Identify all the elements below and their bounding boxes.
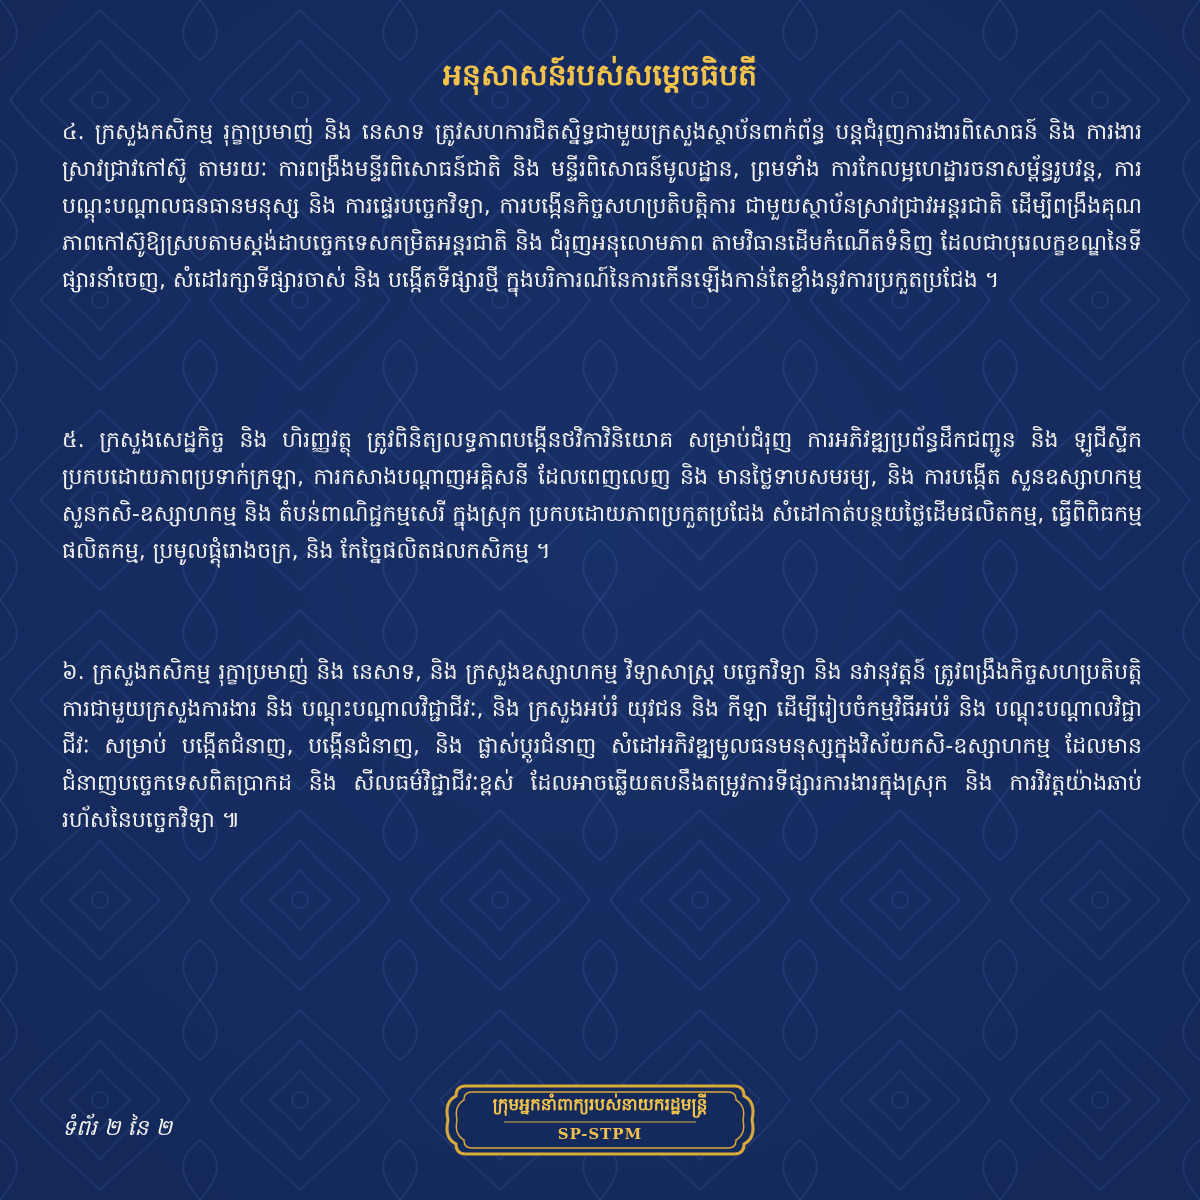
item-number: ៥. bbox=[62, 428, 85, 453]
badge-title: ក្រុមអ្នកនាំពាក្យរបស់នាយករដ្ឋមន្ត្រី bbox=[492, 1095, 708, 1115]
recommendation-4 bbox=[62, 114, 1142, 299]
spokesperson-badge bbox=[444, 1082, 756, 1158]
badge-subtitle: SP-STPM bbox=[557, 1125, 643, 1143]
item-number: ៤. bbox=[62, 120, 85, 145]
item-text: ក្រសួងសេដ្ឋកិច្ច និង ហិរញ្ញវត្ថុ ត្រូវពិនិត្យលទ្ធភាពបង្កើនថវិកាវិនិយោគ សម្រាប់ជំរុញ ការអភិវឌ្ឍប្រព័ន្ធដឹកជញ្ជូន និង ឡូជីស្ទីក ប្រកបដោយភាពប្រទាក់ក្រឡា, ការកសាងបណ្តាញអគ្គិសនី ដែលពេញលេញ និង មានថ្លៃទាបសមរម្យ, និង ការបង្កើត សួនឧស្សាហកម្ម សួនកសិ-ឧស្សាហកម្ម និង តំបន់ពាណិជ្ជកម្មសេរី ក្នុងស្រុក ប្រកបដោយភាពប្រកួតប្រជែង សំដៅកាត់បន្ថយថ្លៃដើមផលិតកម្ម, ធ្វើពិពិធកម្មផលិតកម្ម, ប្រមូលផ្តុំរោងចក្រ, និង កែច្នៃផលិតផលកសិកម្ម ។ bbox=[62, 428, 1142, 564]
item-number: ៦. bbox=[62, 660, 85, 685]
page-indicator: ទំព័រ ២ នៃ ២ bbox=[62, 1116, 173, 1141]
item-text: ក្រសួងកសិកម្ម រុក្ខាប្រមាញ់ និង នេសាទ, និង ក្រសួងឧស្សាហកម្ម វិទ្យាសាស្ត្រ បច្ចេកវិទ្យា និង នវានុវត្តន៍ ត្រូវពង្រឹងកិច្ចសហប្រតិបត្តិការជាមួយក្រសួងការងារ និង បណ្តុះបណ្តាលវិជ្ជាជីវៈ, និង ក្រសួងអប់រំ យុវជន និង កីឡា ដើម្បីរៀបចំកម្មវិធីអប់រំ និង បណ្តុះបណ្តាលវិជ្ជាជីវៈ សម្រាប់ បង្កើតជំនាញ, បង្កើនជំនាញ, និង ផ្លាស់ប្តូរជំនាញ សំដៅអភិវឌ្ឍមូលធនមនុស្សក្នុងវិស័យកសិ-ឧស្សាហកម្ម ដែលមានជំនាញបច្ចេកទេសពិតប្រាកដ និង សីលធម៌វិជ្ជាជីវៈខ្ពស់ ដែលអាចឆ្លើយតបនឹងតម្រូវការទីផ្សារការងារក្នុងស្រុក និង ការវិវត្តយ៉ាងឆាប់រហ័សនៃបច្ចេកវិទ្យា ៕ bbox=[62, 660, 1143, 833]
page-title: អនុសាសន៍របស់សម្ដេចធិបតី bbox=[442, 58, 758, 93]
recommendation-5 bbox=[62, 422, 1142, 570]
recommendation-6 bbox=[62, 654, 1142, 839]
item-text: ក្រសួងកសិកម្ម រុក្ខាប្រមាញ់ និង នេសាទ ត្រូវសហការជិតស្និទ្ធជាមួយក្រសួងស្ថាប័នពាក់ព័ន្ធ បន្តជំរុញការងារពិសោធន៍ និង ការងារស្រាវជ្រាវកៅស៊ូ តាមរយៈ ការពង្រឹងមន្ទីរពិសោធន៍ជាតិ និង មន្ទីរពិសោធន៍មូលដ្ឋាន, ព្រមទាំង ការកែលម្អហេដ្ឋារចនាសម្ព័ន្ធរូបវន្ត, ការបណ្តុះបណ្តាលធនធានមនុស្ស និង ការផ្ទេរបច្ចេកវិទ្យា, ការបង្កើនកិច្ចសហប្រតិបត្តិការ ជាមួយស្ថាប័នស្រាវជ្រាវអន្តរជាតិ ដើម្បីពង្រឹងគុណភាពកៅស៊ូឱ្យស្របតាមស្តង់ដាបច្ចេកទេសកម្រិតអន្តរជាតិ និង ជំរុញអនុលោមភាព តាមវិធានដើមកំណើតទំនិញ ដែលជាបុរេលក្ខខណ្ឌនៃទីផ្សារនាំចេញ, សំដៅរក្សាទីផ្សារចាស់ និង បង្កើតទីផ្សារថ្មី ក្នុងបរិការណ៍នៃការកើនឡើងកាន់តែខ្លាំងនូវការប្រកួតប្រជែង ។ bbox=[62, 120, 1142, 293]
